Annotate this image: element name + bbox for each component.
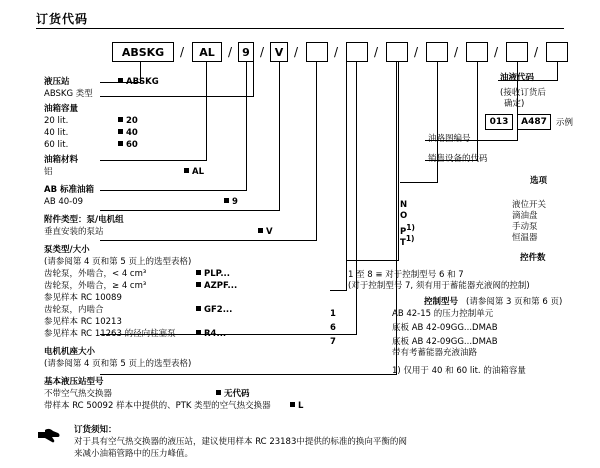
left-item-vertical-pump: 垂直安装的泵站 — [44, 227, 104, 237]
code-box-control-count[interactable] — [466, 42, 488, 62]
right-header-control-type: 控制型号 — [424, 297, 459, 307]
option-code-n: N — [400, 200, 408, 210]
left-code-r4: R4... — [196, 329, 226, 340]
bottom-note-heading: 订货须知： — [74, 425, 117, 435]
left-code-9: 9 — [224, 197, 238, 208]
left-header-motor-frame: 电机机座大小 — [44, 347, 96, 357]
code-box-motor[interactable] — [346, 42, 368, 62]
right-header-oil-code: 油液代码 — [500, 73, 535, 83]
left-code-l: L — [290, 401, 303, 412]
leader-line — [100, 240, 317, 241]
left-code-absk — [118, 77, 159, 88]
code-separator: / — [259, 45, 265, 59]
left-header-tank-capacity: 油箱容量 — [44, 104, 79, 114]
code-separator: / — [533, 45, 539, 59]
oil-code-example-label: 示例 — [556, 118, 574, 128]
right-label-drawing-number: 油路图编号 — [428, 134, 471, 144]
left-header-standard-tank: AB 标准油箱 — [44, 185, 95, 195]
leader-line — [330, 290, 347, 291]
leader-line — [100, 210, 280, 211]
option-code-p: $P^{1)}$ — [400, 223, 415, 237]
leader-line — [246, 62, 247, 190]
option-text-drip-tray: 滴油盘 — [512, 211, 538, 221]
leader-line — [100, 160, 207, 161]
leader-line — [206, 62, 207, 160]
left-code-40: 40 — [118, 128, 138, 139]
left-note-rc10089: 参见样本 RC 10089 — [44, 293, 122, 303]
left-note-motor-table: (请参阅第 4 页和第 5 页上的选型表格) — [44, 359, 192, 369]
right-note-oil-code: (接收订货后 — [500, 88, 546, 98]
code-separator: / — [373, 45, 379, 59]
leader-line — [557, 62, 558, 80]
code-separator: / — [179, 45, 185, 59]
left-code-gf2: GF2... — [196, 305, 232, 316]
left-header-pump-type: 泵类型/大小 — [44, 245, 90, 255]
leader-line — [400, 182, 438, 183]
control-type-code-7: 7 — [330, 337, 336, 347]
code-box-model[interactable]: ABSKG — [112, 42, 174, 62]
left-code-value: ABSKG — [126, 77, 159, 87]
bottom-note-line2: 来减小油箱管路中的压力峰值。 — [74, 449, 194, 459]
leader-line — [100, 96, 254, 97]
left-sub-type: ABSKG 类型 — [44, 89, 93, 99]
right-note-control-type: (请参阅第 3 页和第 6 页) — [466, 297, 563, 307]
control-type-code-6: 6 — [330, 323, 336, 333]
oil-code-box-a487[interactable]: A487 — [517, 114, 551, 130]
code-separator: / — [293, 45, 299, 59]
left-code-20: 20 — [118, 116, 138, 127]
right-note-oil-code-2: 确定) — [504, 99, 525, 109]
leader-line — [346, 260, 399, 261]
code-separator: / — [493, 45, 499, 59]
leader-line — [398, 62, 399, 260]
control-count-range: 1 至 8 ≡ 对于控制型号 6 和 7 — [348, 270, 464, 280]
leader-line — [316, 62, 317, 240]
left-item-40l: 40 lit. — [44, 128, 69, 138]
leader-line — [279, 62, 280, 210]
left-item-gear-ext-small: 齿轮泵，外啮合，< 4 cm³ — [44, 269, 147, 279]
leader-line — [356, 62, 357, 334]
leader-line — [100, 374, 397, 375]
control-type-code-1: 1 — [330, 309, 336, 319]
title-divider — [36, 28, 564, 29]
control-type-text-6: 底板 AB 42-09GG...DMAB — [392, 323, 498, 333]
left-code-60: 60 — [118, 140, 138, 151]
option-code-t: $T^{1)}$ — [400, 234, 415, 248]
control-type-text-7a: 底板 AB 42-09GG...DMAB — [392, 337, 498, 347]
left-header-tank-material: 油箱材料 — [44, 155, 79, 165]
control-type-text-1: AB 42-15 的压力控制单元 — [392, 309, 494, 319]
left-code-none: 无代码 — [216, 389, 250, 400]
code-box-tank[interactable]: 9 — [238, 42, 254, 62]
code-box-options[interactable] — [506, 42, 528, 62]
code-box-material[interactable]: AL — [192, 42, 222, 62]
left-header-hydraulic-station: 液压站 — [44, 77, 70, 87]
option-text-hand-pump: 手动泵 — [512, 222, 538, 232]
right-header-control-count: 控件数 — [520, 253, 546, 263]
right-header-options: 选项 — [530, 176, 548, 186]
right-footnote: 1) 仅用于 40 和 60 lit. 的油箱容量 — [392, 366, 526, 376]
control-type-text-7b: 带有考蓄能器充液油路 — [392, 348, 478, 358]
left-item-radial-piston: 参见样本 RC 11263 的径向柱塞泵 — [44, 329, 176, 339]
oil-code-box-013[interactable]: 013 — [485, 114, 513, 130]
left-item-ab4009: AB 40-09 — [44, 197, 84, 207]
left-item-aluminium: 铝 — [44, 167, 53, 177]
option-code-o: O — [400, 211, 408, 221]
left-item-ptk-exchanger: 带样本 RC 50092 样本中提供的、PTK 类型的空气热交换器 — [44, 401, 271, 411]
leader-line — [346, 62, 347, 290]
page-title: 订货代码 — [36, 12, 89, 26]
option-text-thermostat: 恒温器 — [512, 233, 538, 243]
code-box-oil[interactable] — [546, 42, 568, 62]
leader-line — [477, 62, 478, 160]
left-header-attachment-type: 附件类型：泵/电机组 — [44, 215, 124, 225]
left-code-azpf: AZPF... — [196, 281, 237, 292]
bottom-note-line1: 对于具有空气热交换器的液压站，建议使用样本 RC 23183中提供的标准的换向平衡的阀 — [74, 437, 407, 447]
left-code-al: AL — [184, 167, 204, 178]
left-header-base-model: 基本液压站型号 — [44, 377, 104, 387]
bottom-note — [74, 424, 407, 460]
leader-line — [100, 190, 247, 191]
left-item-20l: 20 lit. — [44, 116, 69, 126]
code-box-pump[interactable] — [306, 42, 328, 62]
code-separator: / — [413, 45, 419, 59]
left-note-pump-table: (请参阅第 4 页和第 5 页上的选型表格) — [44, 257, 192, 267]
leader-line — [253, 62, 254, 96]
code-separator: / — [227, 45, 233, 59]
left-item-gear-ext-large: 齿轮泵，外啮合，≥ 4 cm³ — [44, 281, 147, 291]
left-item-no-exchanger: 不带空气热交换器 — [44, 389, 113, 399]
left-item-gear-int: 齿轮泵，内啮合 — [44, 305, 104, 315]
code-separator: / — [453, 45, 459, 59]
code-box-attachment[interactable]: V — [270, 42, 288, 62]
left-code-v: V — [258, 227, 273, 238]
control-count-note: (对于控制型号 7, 须有用于蓄能器充液阀的控制) — [348, 281, 530, 291]
code-box-base[interactable] — [386, 42, 408, 62]
right-label-sales-code: 销售设备的代码 — [428, 154, 488, 164]
left-code-plp: PLP... — [196, 269, 230, 280]
hand-pointer-icon — [36, 424, 62, 446]
left-note-rc10213: 参见样本 RC 10213 — [44, 317, 122, 327]
option-text-level-switch: 液位开关 — [512, 200, 547, 210]
code-separator: / — [333, 45, 339, 59]
left-item-60l: 60 lit. — [44, 140, 69, 150]
code-box-control-type[interactable] — [426, 42, 448, 62]
